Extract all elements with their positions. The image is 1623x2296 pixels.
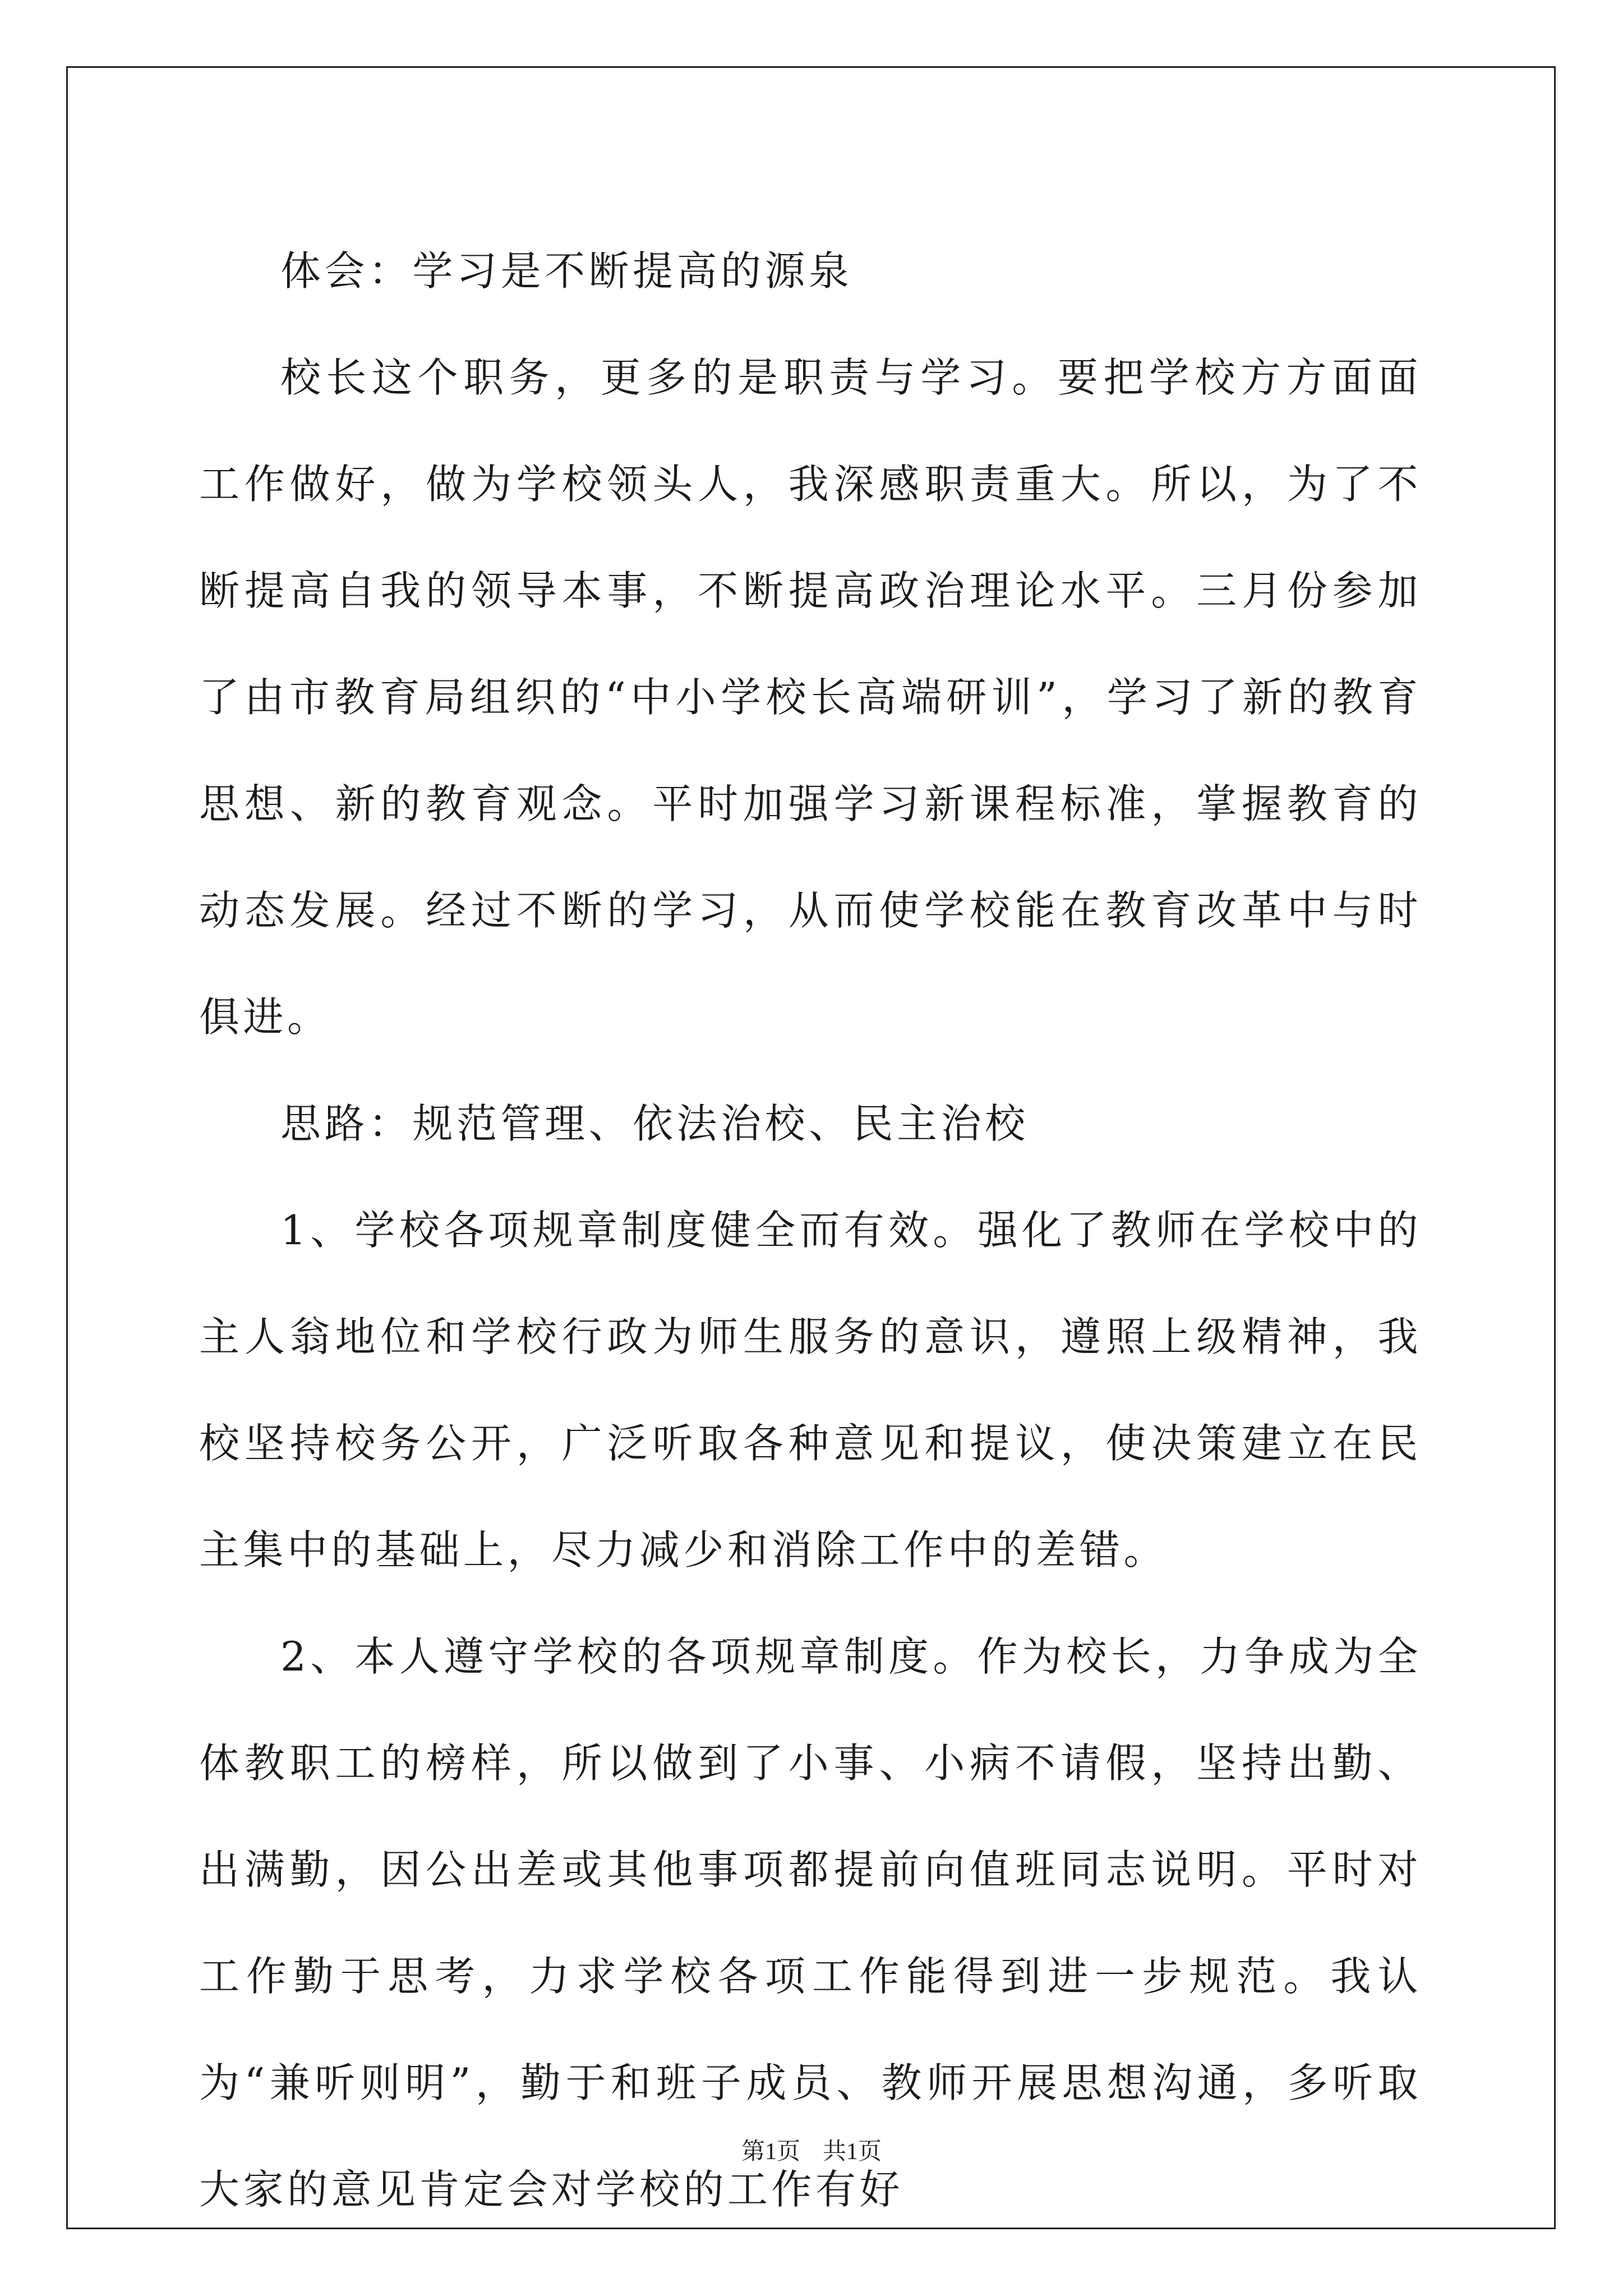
section-heading-experience: 体会：学习是不断提高的源泉 (280, 247, 853, 295)
paragraph-item-2: 2、本人遵守学校的各项规章制度。作为校长，力争成为全体教职工的榜样，所以做到了小事、小病不请假，坚持出勤、出满勤，因公出差或其他事项都提前向值班同志说明。平时对工作勤于思考，力求学校各项工作能得到进一步规范。我认为“兼听则明”，勤于和班子成员、教师开展思想沟通，多听取大家的意见肯定会对学校的工作有好 (199, 1633, 1422, 2213)
page-number: 第1页 (741, 2139, 800, 2165)
paragraph-learning: 校长这个职务，更多的是职责与学习。要把学校方方面面工作做好，做为学校领头人，我深感职责重大。所以，为了不断提高自我的领导本事，不断提高政治理论水平。三月份参加了由市教育局组织的“中小学校长高端研训”，学习了新的教育思想、新的教育观念。平时加强学习新课程标准，掌握教育的动态发展。经过不断的学习，从而使学校能在教育改革中与时俱进。 (199, 354, 1422, 1041)
document-body (199, 218, 1422, 2243)
page-total: 共1页 (823, 2139, 882, 2165)
section-heading-approach: 思路：规范管理、依法治校、民主治校 (280, 1100, 1029, 1147)
paragraph-item-1: 1、学校各项规章制度健全而有效。强化了教师在学校中的主人翁地位和学校行政为师生服务的意识，遵照上级精神，我校坚持校务公开，广泛听取各种意见和提议，使决策建立在民主集中的基础上，尽力减少和消除工作中的差错。 (199, 1207, 1422, 1573)
page-footer (0, 2133, 1623, 2166)
